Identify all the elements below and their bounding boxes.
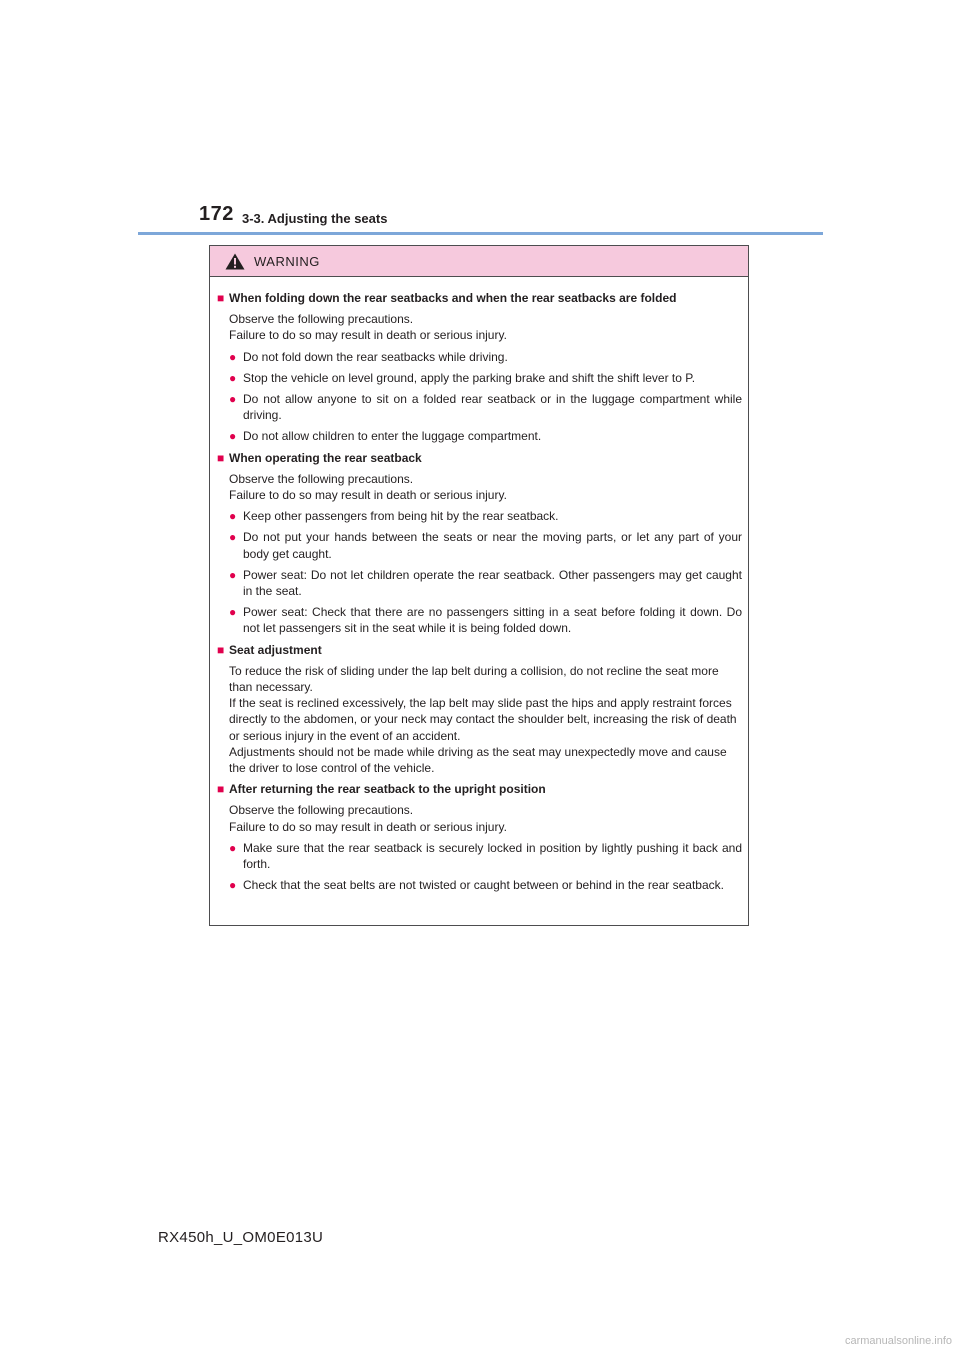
- warning-paragraph: Observe the following precautions. Failure to do so may result in death or serious injury.: [229, 312, 507, 343]
- bullet-text: Keep other passengers from being hit by the rear seatback.: [243, 509, 559, 524]
- warning-bullet: [229, 391, 742, 423]
- warning-bullet: [229, 370, 742, 386]
- square-bullet-icon: ■: [217, 642, 225, 657]
- bullet-dot-icon: ●: [229, 530, 237, 545]
- warning-bullet: [229, 508, 742, 524]
- bullet-text: Do not allow children to enter the luggage compartment.: [243, 429, 542, 444]
- warning-header: [210, 246, 748, 277]
- bullet-text: Power seat: Do not let children operate the rear seatback. Other passengers may get caught in the seat.: [243, 567, 742, 599]
- bullet-text: Make sure that the rear seatback is securely locked in position by lightly pushing it back and forth.: [243, 840, 742, 872]
- warning-bullet: [229, 428, 742, 444]
- warning-bullet: [229, 877, 742, 893]
- square-bullet-icon: ■: [217, 782, 225, 797]
- bullet-dot-icon: ●: [229, 370, 237, 385]
- warning-bullet: [229, 604, 742, 636]
- warning-group-title: [217, 450, 742, 466]
- warning-group: [217, 781, 742, 893]
- page-number: 172: [199, 203, 234, 225]
- bullet-dot-icon: ●: [229, 349, 237, 364]
- warning-label: WARNING: [254, 253, 320, 269]
- bullet-text: Do not put your hands between the seats or near the moving parts, or let any part of your body get caught.: [243, 530, 742, 561]
- bullet-dot-icon: ●: [229, 840, 237, 855]
- warning-bullet: [229, 567, 742, 599]
- warning-group: [217, 642, 742, 777]
- manual-code: RX450h_U_OM0E013U: [158, 1229, 324, 1246]
- warning-bullet: [229, 529, 742, 561]
- warning-group-title: [217, 642, 742, 658]
- bullet-dot-icon: ●: [229, 878, 237, 893]
- warning-box: [209, 245, 749, 926]
- bullet-dot-icon: ●: [229, 567, 237, 582]
- bullet-dot-icon: ●: [229, 429, 237, 444]
- warning-group: [217, 450, 742, 637]
- warning-group-title: [217, 781, 742, 797]
- bullet-text: Do not fold down the rear seatbacks while driving.: [243, 349, 508, 364]
- warning-paragraph: Observe the following precautions. Failure to do so may result in death or serious injury.: [229, 803, 507, 834]
- header-divider: [138, 232, 823, 235]
- bullet-text: Do not allow anyone to sit on a folded rear seatback or in the luggage compartment while driving.: [243, 392, 742, 423]
- bullet-text: Check that the seat belts are not twisted or caught between or behind in the rear seatback.: [243, 878, 724, 893]
- warning-body: [210, 277, 748, 894]
- warning-paragraph: Observe the following precautions. Failure to do so may result in death or serious injury.: [229, 471, 507, 503]
- square-bullet-icon: ■: [217, 450, 225, 465]
- group-title-text: After returning the rear seatback to the upright position: [229, 782, 546, 797]
- group-title-text: When operating the rear seatback: [229, 450, 422, 465]
- group-title-text: When folding down the rear seatbacks and when the rear seatbacks are folded: [229, 291, 677, 305]
- warning-bullet: [229, 349, 742, 365]
- group-title-text: Seat adjustment: [229, 642, 322, 657]
- warning-bullet: [229, 840, 742, 872]
- warning-triangle-icon: [225, 253, 245, 270]
- warning-group: [217, 290, 742, 445]
- page-header: [0, 0, 960, 240]
- bullet-dot-icon: ●: [229, 605, 237, 620]
- bullet-text: Stop the vehicle on level ground, apply the parking brake and shift the shift lever to P.: [243, 370, 696, 385]
- square-bullet-icon: ■: [217, 291, 225, 305]
- warning-paragraph: To reduce the risk of sliding under the lap belt during a collision, do not recline the seat more than necessary. If the seat is reclined excessively, the lap belt may slide past the hips and apply restraint forces directly to the abdomen, or your neck may contact the shoulder belt, increasing the risk of death or serious injury in the event of an accident. Adjustments should not be made while driving as the seat may unexpectedly move and cause the driver to lose control of the vehicle.: [229, 663, 737, 776]
- watermark: carmanualsonline.info: [844, 1335, 952, 1347]
- bullet-dot-icon: ●: [229, 509, 237, 524]
- bullet-dot-icon: ●: [229, 392, 237, 407]
- section-title: 3-3. Adjusting the seats: [242, 211, 388, 226]
- warning-group-title: [217, 290, 742, 306]
- bullet-text: Power seat: Check that there are no passengers sitting in a seat before folding it down. Do not let passengers sit in the seat while it is being folded down.: [243, 605, 742, 636]
